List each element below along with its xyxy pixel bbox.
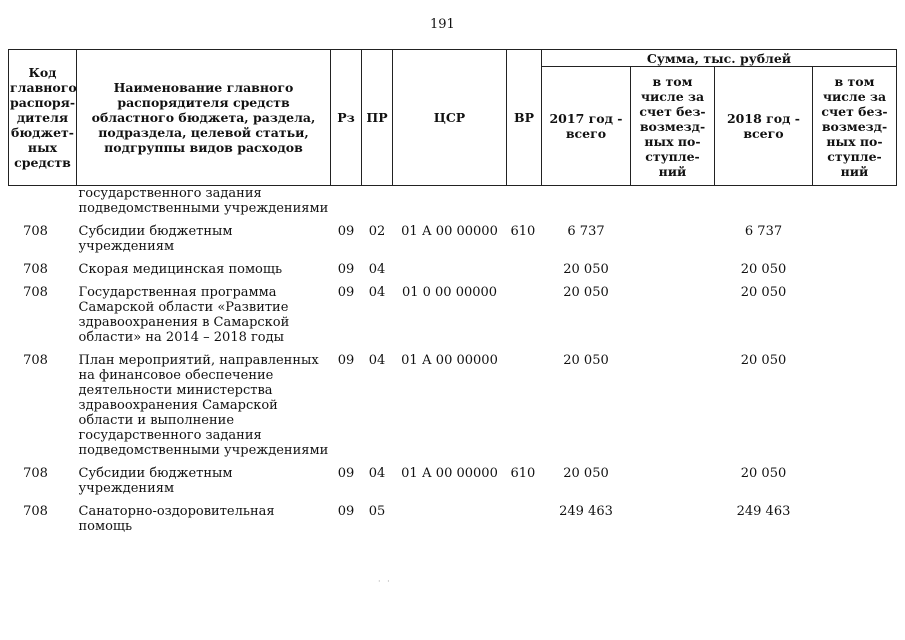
cell-csr (393, 186, 507, 217)
cell-name: Государственная программа Самарской области «Развитие здравоохранения в Самарской области» на 2014 – 2018 годы (78, 285, 290, 345)
cell-name: Субсидии бюджетным учреждениям (78, 466, 233, 496)
cell-2018-free (813, 254, 897, 277)
header-csr: ЦСР (393, 50, 507, 186)
cell-pr: 02 (368, 224, 386, 239)
cell-vr (507, 277, 542, 345)
cell-2018-free (813, 186, 897, 217)
cell-code: 708 (23, 353, 48, 368)
cell-2018-free (813, 496, 897, 534)
budget-table-container (8, 49, 896, 534)
table-row (9, 216, 897, 254)
table-header (9, 50, 897, 186)
cell-2018-free (813, 277, 897, 345)
cell-csr: 01 А 00 00000 (401, 466, 498, 481)
cell-2017: 249 463 (559, 504, 613, 519)
cell-pr: 04 (368, 466, 386, 481)
cell-rz: 09 (337, 353, 355, 368)
cell-2018: 20 050 (740, 466, 787, 481)
table-row (9, 277, 897, 345)
cell-vr (507, 254, 542, 277)
cell-2017: 20 050 (563, 466, 609, 481)
cell-2018-free (813, 458, 897, 496)
cell-csr: 01 0 00 00000 (401, 285, 498, 300)
cell-2017-free (631, 277, 715, 345)
budget-table (8, 49, 897, 534)
cell-code (9, 186, 77, 217)
cell-2017-free (631, 186, 715, 217)
cell-2018 (715, 186, 813, 217)
cell-2017-free (631, 254, 715, 277)
cell-code: 708 (23, 285, 48, 300)
cell-csr: 01 А 00 00000 (401, 224, 498, 239)
cell-pr: 04 (368, 262, 386, 277)
cell-2017: 20 050 (563, 262, 609, 277)
header-2017-total: 2017 год - всего (542, 67, 631, 186)
cell-2018: 249 463 (736, 504, 791, 519)
table-row (9, 458, 897, 496)
cell-rz: 09 (337, 224, 355, 239)
cell-rz (331, 186, 362, 217)
table-row (9, 345, 897, 458)
cell-2018-free (813, 216, 897, 254)
cell-rz: 09 (337, 504, 355, 519)
scan-speck: · · (378, 577, 392, 586)
header-2018-total: 2018 год - всего (715, 67, 813, 186)
cell-2018: 6 737 (744, 224, 783, 239)
cell-vr (507, 496, 542, 534)
table-row (9, 496, 897, 534)
cell-name: Скорая медицинская помощь (78, 262, 283, 277)
header-rz: Рз (331, 50, 362, 186)
cell-pr: 04 (368, 285, 386, 300)
cell-csr (393, 254, 507, 277)
cell-2017-free (631, 216, 715, 254)
cell-rz: 09 (337, 466, 355, 481)
cell-csr (393, 496, 507, 534)
cell-rz: 09 (337, 262, 355, 277)
cell-2017: 6 737 (567, 224, 605, 239)
cell-name: Санаторно-оздоровительная помощь (78, 504, 275, 534)
header-pr: ПР (362, 50, 393, 186)
cell-name: государственного задания подведомственными учреждениями (78, 186, 329, 216)
cell-vr (507, 186, 542, 217)
cell-pr: 04 (368, 353, 386, 368)
cell-code: 708 (23, 466, 48, 481)
cell-name: Субсидии бюджетным учреждениям (78, 224, 233, 254)
cell-pr: 05 (368, 504, 386, 519)
header-code: Код главного распоря-дителя бюджет-ных средств (9, 50, 77, 186)
header-sum: Сумма, тыс. рублей (542, 50, 897, 67)
cell-vr: 610 (510, 466, 536, 481)
cell-2018: 20 050 (740, 262, 787, 277)
cell-name: План мероприятий, направленных на финансовое обеспечение деятельности министерства здравоохранения Самарской области и выполнение государственного задания подведомственными учреждениями (78, 353, 329, 458)
cell-rz: 09 (337, 285, 355, 300)
header-2017-free: в том числе за счет без-возмезд-ных по-ступле-ний (631, 67, 715, 186)
table-body (9, 186, 897, 535)
cell-pr (362, 186, 393, 217)
cell-code: 708 (23, 224, 48, 239)
header-vr: ВР (507, 50, 542, 186)
cell-2017 (542, 186, 631, 217)
cell-2017: 20 050 (563, 353, 609, 368)
header-name: Наименование главного распорядителя средств областного бюджета, раздела, подраздела, целевой статьи, подгруппы видов расходов (77, 50, 331, 186)
cell-vr: 610 (510, 224, 536, 239)
cell-2018: 20 050 (740, 285, 787, 300)
table-row (9, 186, 897, 217)
header-2018-free: в том числе за счет без-возмезд-ных по-ступле-ний (813, 67, 897, 186)
cell-2017: 20 050 (563, 285, 609, 300)
cell-csr: 01 А 00 00000 (401, 353, 498, 368)
cell-2018-free (813, 345, 897, 458)
cell-code: 708 (23, 504, 48, 519)
cell-2017-free (631, 458, 715, 496)
page-number: 191 (430, 17, 455, 32)
cell-2018: 20 050 (740, 353, 787, 368)
table-row (9, 254, 897, 277)
cell-2017-free (631, 345, 715, 458)
cell-2017-free (631, 496, 715, 534)
cell-vr (507, 345, 542, 458)
cell-code: 708 (23, 262, 48, 277)
